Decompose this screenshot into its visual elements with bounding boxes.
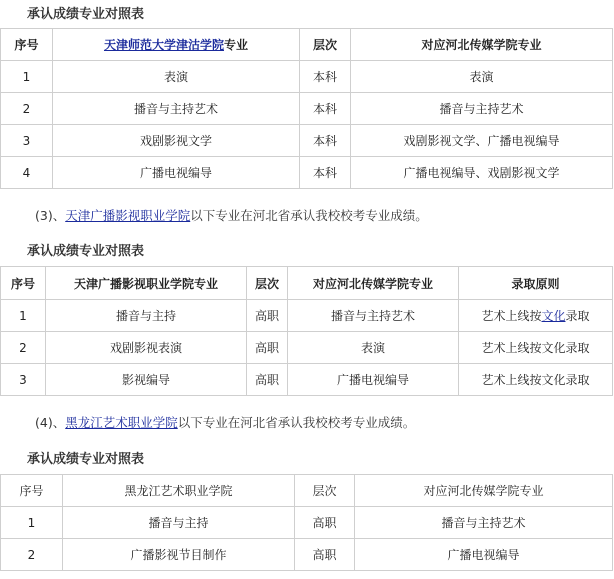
cell-level: 本科 <box>300 157 351 189</box>
paragraph-4: (4)、黑龙江艺术职业学院以下专业在河北省承认我校校考专业成绩。 <box>35 415 416 430</box>
table-row <box>1 157 613 189</box>
header-hebei: 对应河北传媒学院专业 <box>288 267 459 300</box>
tianjin-broadcast-link[interactable]: 天津广播影视职业学院 <box>65 208 191 223</box>
header-hebei: 对应河北传媒学院专业 <box>351 29 613 61</box>
header-school: 黑龙江艺术职业学院 <box>63 475 295 507</box>
cell-hebei: 广播电视编导 <box>355 539 613 571</box>
school-link[interactable]: 天津师范大学津沽学院 <box>103 38 224 52</box>
table-row <box>1 507 613 539</box>
cell-rule: 艺术上线按文化录取 <box>459 332 613 364</box>
section3-heading: 承认成绩专业对照表 <box>27 452 145 467</box>
header-school: 天津师范大学津沽学院专业 <box>53 29 300 61</box>
table-heilongjiang <box>0 474 613 571</box>
cell-no: 3 <box>1 364 46 396</box>
cell-major: 播音与主持 <box>46 300 247 332</box>
paragraph-3: (3)、天津广播影视职业学院以下专业在河北省承认我校校考专业成绩。 <box>35 208 428 223</box>
header-hebei: 对应河北传媒学院专业 <box>355 475 613 507</box>
cell-no: 1 <box>1 300 46 332</box>
cell-hebei: 表演 <box>351 61 613 93</box>
cell-major: 广播电视编导 <box>53 157 300 189</box>
cell-level: 高职 <box>295 539 355 571</box>
cell-no: 4 <box>1 157 53 189</box>
culture-link[interactable]: 文化 <box>541 309 566 323</box>
header-rule: 录取原则 <box>459 267 613 300</box>
cell-major: 戏剧影视表演 <box>46 332 247 364</box>
header-level: 层次 <box>300 29 351 61</box>
header-no: 序号 <box>1 267 46 300</box>
heilongjiang-link[interactable]: 黑龙江艺术职业学院 <box>65 415 178 430</box>
table-row <box>1 332 613 364</box>
cell-level: 高职 <box>247 300 288 332</box>
table-row <box>1 125 613 157</box>
section1-heading: 承认成绩专业对照表 <box>27 7 145 22</box>
cell-no: 2 <box>1 539 63 571</box>
cell-rule: 艺术上线按文化录取 <box>459 364 613 396</box>
cell-hebei: 表演 <box>288 332 459 364</box>
cell-level: 本科 <box>300 93 351 125</box>
cell-hebei: 广播电视编导 <box>288 364 459 396</box>
cell-level: 高职 <box>247 332 288 364</box>
table-row <box>1 93 613 125</box>
cell-no: 2 <box>1 93 53 125</box>
cell-major: 戏剧影视文学 <box>53 125 300 157</box>
cell-level: 本科 <box>300 61 351 93</box>
table-tianjin-normal <box>0 28 613 189</box>
cell-major: 影视编导 <box>46 364 247 396</box>
cell-hebei: 戏剧影视文学、广播电视编导 <box>351 125 613 157</box>
cell-major: 表演 <box>53 61 300 93</box>
table-tianjin-broadcast <box>0 266 613 396</box>
header-level: 层次 <box>247 267 288 300</box>
cell-major: 播音与主持 <box>63 507 295 539</box>
cell-no: 1 <box>1 61 53 93</box>
header-level: 层次 <box>295 475 355 507</box>
cell-level: 高职 <box>295 507 355 539</box>
cell-no: 3 <box>1 125 53 157</box>
table-row <box>1 364 613 396</box>
cell-major: 播音与主持艺术 <box>53 93 300 125</box>
cell-no: 2 <box>1 332 46 364</box>
cell-hebei: 播音与主持艺术 <box>355 507 613 539</box>
cell-hebei: 播音与主持艺术 <box>351 93 613 125</box>
header-no: 序号 <box>1 29 53 61</box>
cell-level: 高职 <box>247 364 288 396</box>
header-school: 天津广播影视职业学院专业 <box>46 267 247 300</box>
cell-hebei: 广播电视编导、戏剧影视文学 <box>351 157 613 189</box>
header-no: 序号 <box>1 475 63 507</box>
cell-no: 1 <box>1 507 63 539</box>
section2-heading: 承认成绩专业对照表 <box>27 244 145 259</box>
table-row <box>1 300 613 332</box>
cell-rule: 艺术上线按文化录取 <box>459 300 613 332</box>
cell-level: 本科 <box>300 125 351 157</box>
cell-major: 广播影视节目制作 <box>63 539 295 571</box>
table-row <box>1 539 613 571</box>
table-row <box>1 61 613 93</box>
cell-hebei: 播音与主持艺术 <box>288 300 459 332</box>
